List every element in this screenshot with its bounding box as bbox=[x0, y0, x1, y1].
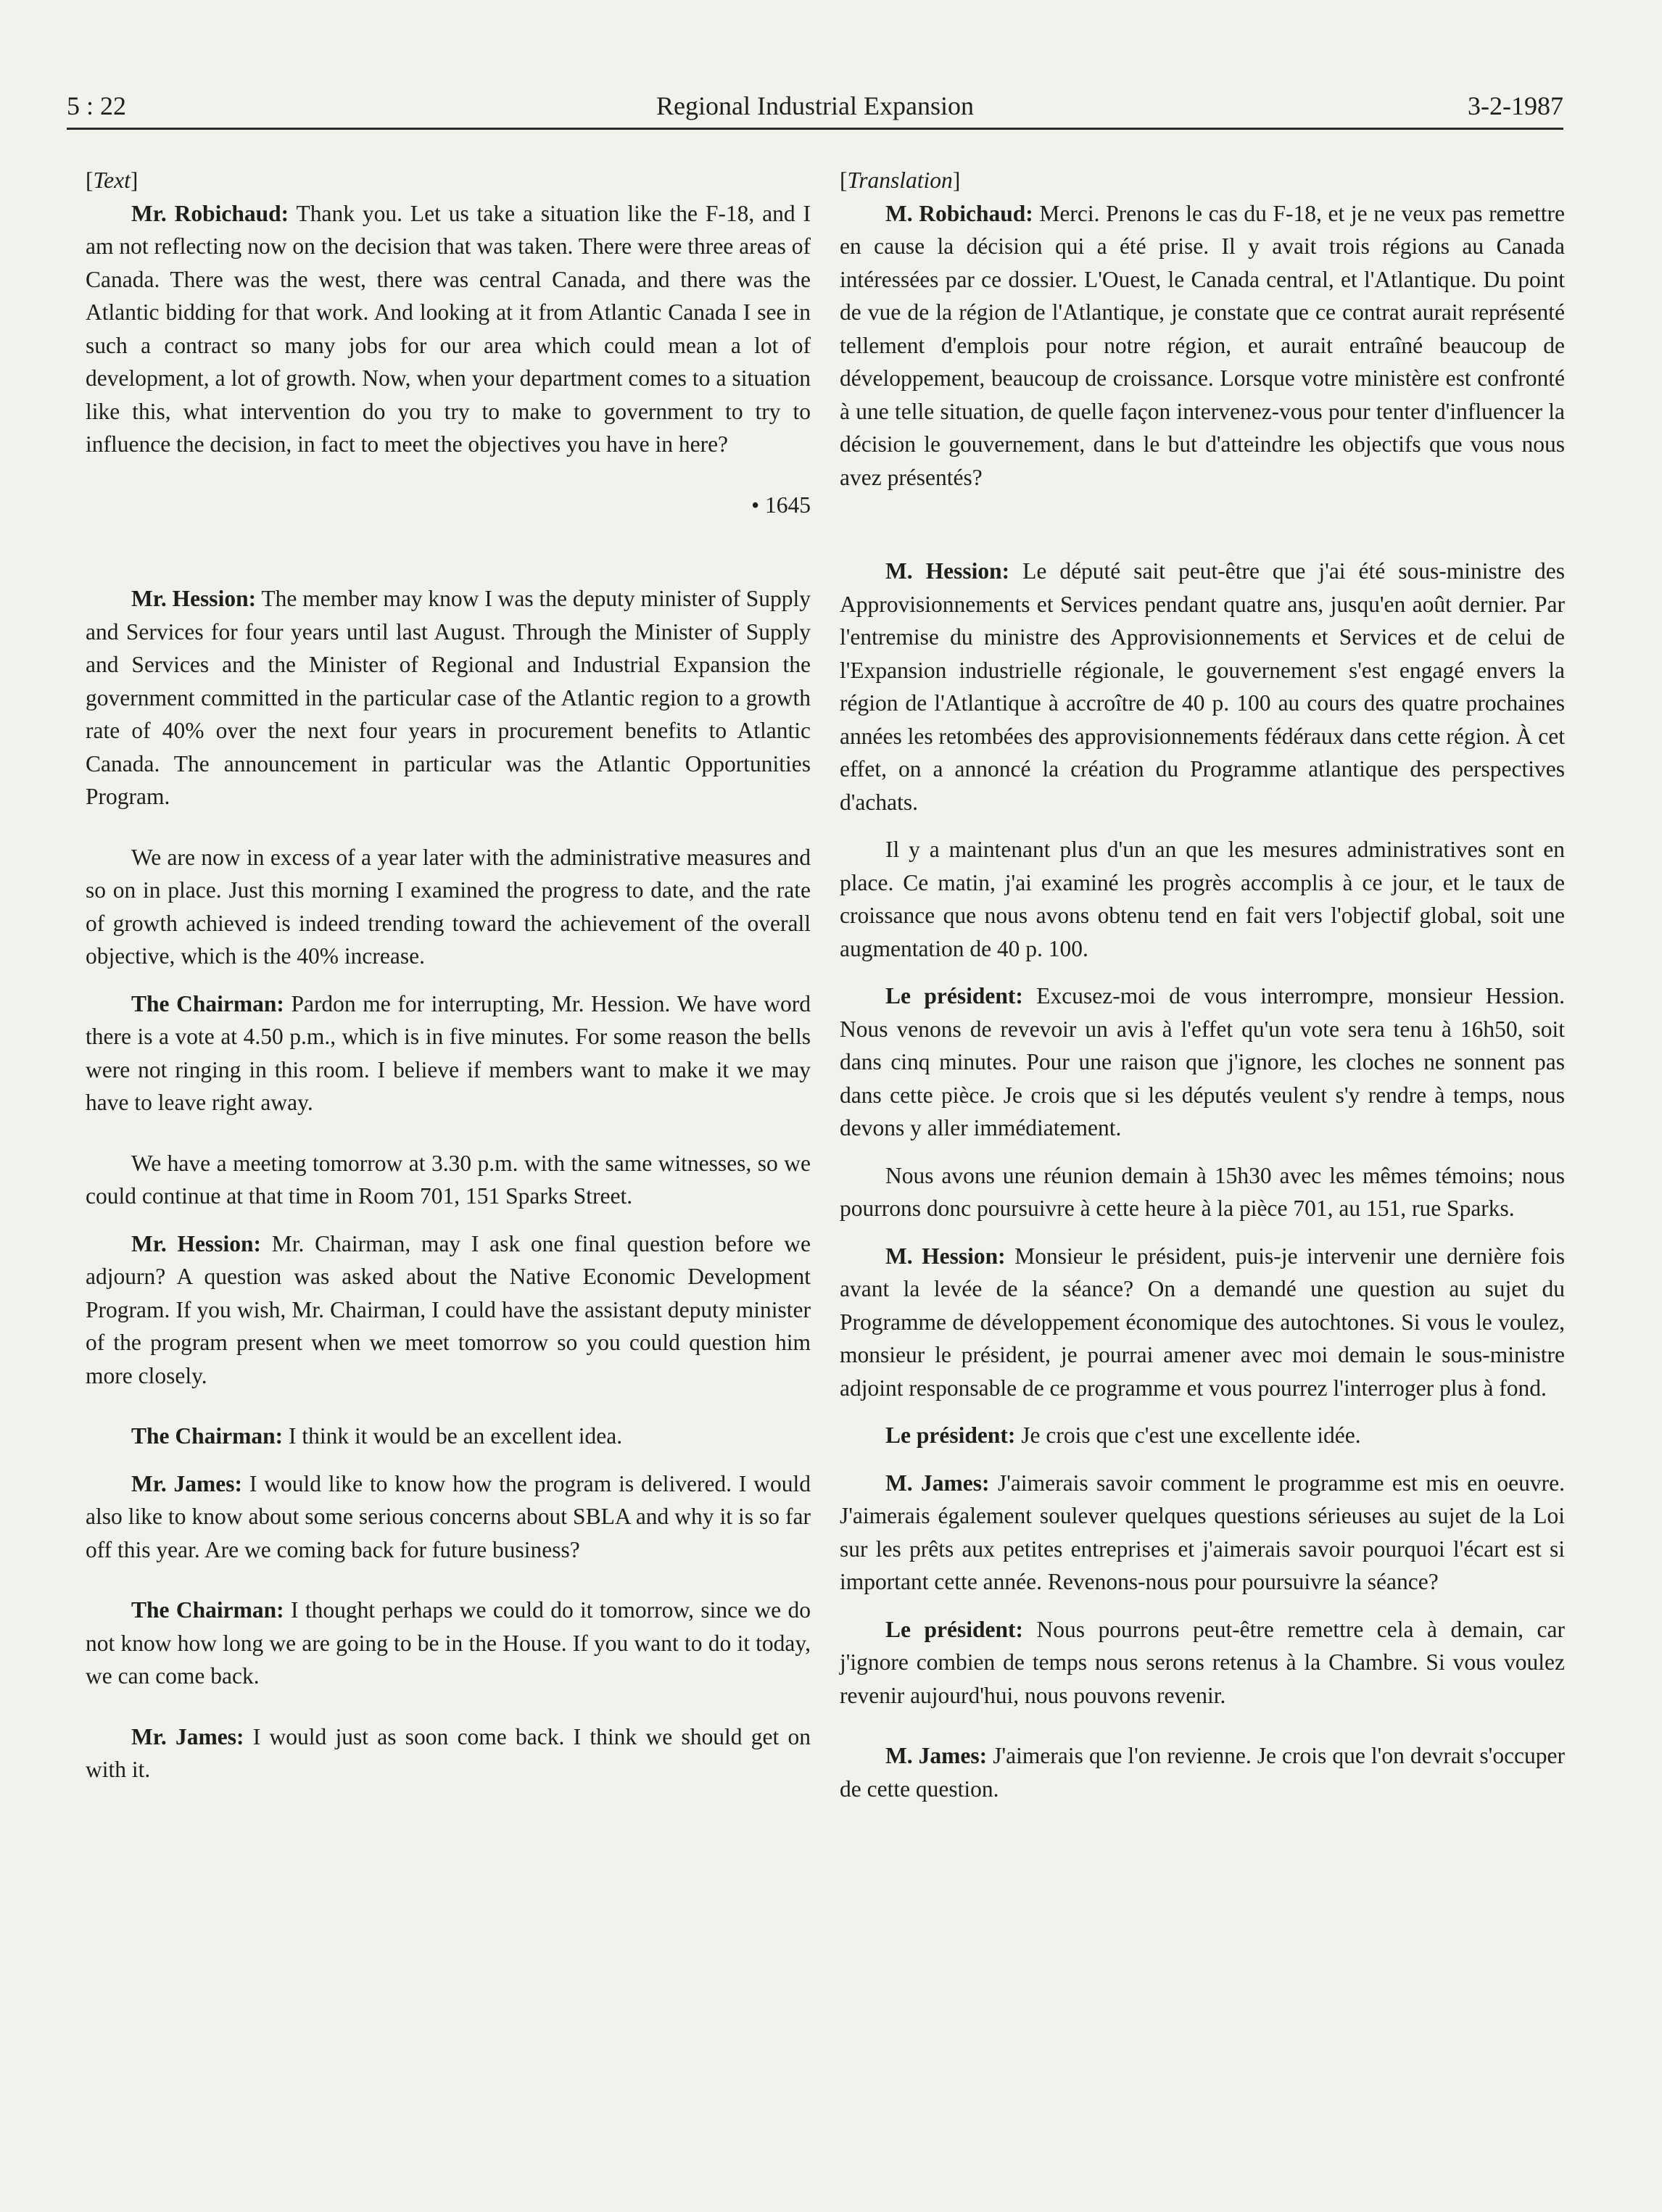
paragraph-text: J'aimerais savoir comment le programme est mis en oeuvre. J'aimerais également soulever quelques questions sérieuses au sujet de la Loi sur les prêts aux petites entreprises et j'aimerais savoir pourquoi l'écart est si important cette année. Revenons-nous pour poursuivre la séance? bbox=[840, 1470, 1565, 1594]
paragraph bbox=[86, 1420, 811, 1453]
paragraph-text: Thank you. Let us take a situation like the F-18, and I am not reflecting now on the decision that was taken. There were three areas of Canada. There was the west, there was central Canada, and there was the Atlantic bidding for that work. And looking at it from Atlantic Canada I see in such a contract so many jobs for our area which could mean a lot of development, a lot of growth. Now, when your department comes to a situation like this, what intervention do you try to make to government to try to influence the decision, in fact to meet the objectives you have in here? bbox=[86, 200, 811, 457]
speaker-label: Le président: bbox=[885, 1422, 1016, 1448]
speaker-label: The Chairman: bbox=[131, 1597, 284, 1623]
paragraph bbox=[86, 841, 811, 973]
page-date: 3-2-1987 bbox=[1468, 91, 1563, 120]
paragraph-text: Je crois que c'est une excellente idée. bbox=[1015, 1422, 1361, 1448]
speaker-label: M. Hession: bbox=[885, 558, 1010, 584]
paragraph bbox=[840, 1467, 1565, 1599]
paragraph bbox=[86, 1594, 811, 1693]
paragraph bbox=[86, 197, 811, 461]
speaker-label: Le président: bbox=[885, 1616, 1023, 1642]
paragraph-text: We have a meeting tomorrow at 3.30 p.m. with the same witnesses, so we could continue at that time in Room 701, 151 Sparks Street. bbox=[86, 1150, 811, 1209]
time-marker: • 1645 bbox=[751, 492, 811, 518]
paragraph-text: I would just as soon come back. I think we should get on with it. bbox=[86, 1723, 811, 1782]
french-column bbox=[840, 164, 1565, 1805]
paragraph-text: J'aimerais que l'on revienne. Je crois que l'on devrait s'occuper de cette question. bbox=[840, 1743, 1565, 1802]
paragraph bbox=[840, 197, 1565, 494]
paragraph-text: Mr. Chairman, may I ask one final question before we adjourn? A question was asked about the Native Economic Development Program. If you wish, Mr. Chairman, I could have the assistant deputy minister of the program present when we meet tomorrow so you could question him more closely. bbox=[86, 1230, 811, 1388]
speaker-label: Mr. Hession: bbox=[131, 586, 257, 611]
paragraph-text: Monsieur le président, puis-je intervenir une dernière fois avant la levée de la séance? On a demandé une question au sujet du Programme de développement économique des autochtones. Si vous le voulez, monsieur le président, je pourrai amener avec moi demain le sous-ministre adjoint responsable de ce programme et vous pourrez l'interroger plus à fond. bbox=[840, 1243, 1565, 1401]
paragraph-text: Merci. Prenons le cas du F-18, et je ne veux pas remettre en cause la décision qui a été prise. Il y avait trois régions au Canada intéressées par ce dossier. L'Ouest, le Canada central, et l'Atlantique. Du point de vue de la région de l'Atlantique, je constate que ce contrat aurait représenté tellement d'emplois pour notre région, et aurait entraîné beaucoup de développement, beaucoup de croissance. Lorsque votre ministère est confronté à une telle situation, de quelle façon intervenez-vous pour tenter d'influencer la décision le gouvernement, dans le but d'atteindre les objectifs que vous nous avez présentés? bbox=[840, 200, 1565, 490]
paragraph bbox=[840, 833, 1565, 965]
paragraph bbox=[840, 979, 1565, 1145]
speaker-label: Mr. Hession: bbox=[131, 1230, 261, 1256]
speaker-label: M. Robichaud: bbox=[885, 200, 1033, 226]
speaker-label: Mr. James: bbox=[131, 1470, 243, 1496]
paragraph-text: I think it would be an excellent idea. bbox=[283, 1423, 623, 1449]
paragraph-text: Pardon me for interrupting, Mr. Hession. We have word there is a vote at 4.50 p.m., which is in five minutes. For some reason the bells were not ringing in this room. I believe if members want to make it we may have to leave right away. bbox=[86, 990, 811, 1115]
speaker-label: The Chairman: bbox=[131, 990, 284, 1016]
paragraph bbox=[840, 555, 1565, 819]
paragraph-text: The member may know I was the deputy minister of Supply and Services for four years until last August. Through the Minister of Supply and Services and the Minister of Regional and Industrial Expansion the government committed in the particular case of the Atlantic region to a growth rate of 40% over the next four years in procurement benefits to Atlantic Canada. The announcement in particular was the Atlantic Opportunities Program. bbox=[86, 586, 811, 809]
speaker-label: Mr. James: bbox=[131, 1723, 244, 1749]
paragraph-text: Il y a maintenant plus d'un an que les mesures administratives sont en place. Ce matin, j'ai examiné les progrès accomplis à ce jour, et le taux de croissance que nous avons obtenu tend en fait vers l'objectif global, soit une augmentation de 40 p. 100. bbox=[840, 837, 1565, 961]
paragraph-text: Nous avons une réunion demain à 15h30 avec les mêmes témoins; nous pourrons donc poursuivre à cette heure à la pièce 701, au 151, rue Sparks. bbox=[840, 1162, 1565, 1221]
paragraph bbox=[840, 1159, 1565, 1225]
section-tag: [Translation] bbox=[840, 167, 961, 193]
speaker-label: Mr. Robichaud: bbox=[131, 200, 289, 226]
speaker-label: M. Hession: bbox=[885, 1243, 1006, 1269]
speaker-label: M. James: bbox=[885, 1470, 990, 1496]
paragraph bbox=[840, 1739, 1565, 1805]
paragraph bbox=[840, 1419, 1565, 1452]
speaker-label: The Chairman: bbox=[131, 1423, 284, 1449]
page-title: Regional Industrial Expansion bbox=[656, 91, 974, 120]
paragraph bbox=[86, 1467, 811, 1567]
paragraph bbox=[86, 1720, 811, 1786]
paragraph bbox=[86, 1227, 811, 1393]
paragraph-text: Nous pourrons peut-être remettre cela à demain, car j'ignore combien de temps nous serons retenus à la Chambre. Si vous voulez revenir aujourd'hui, nous pouvons revenir. bbox=[840, 1616, 1565, 1708]
speaker-label: M. James: bbox=[885, 1743, 988, 1768]
running-header bbox=[67, 87, 1563, 130]
paragraph-text: I thought perhaps we could do it tomorrow, since we do not know how long we are going to be in the House. If you want to do it today, we can come back. bbox=[86, 1597, 811, 1689]
paragraph bbox=[840, 1613, 1565, 1712]
paragraph-text: Le député sait peut-être que j'ai été sous-ministre des Approvisionnements et Services pendant quatre ans, jusqu'en août dernier. Par l'entremise du ministre des Approvisionnements et Services et de celui de l'Expansion industrielle régionale, le gouvernement s'est engagé envers la région de l'Atlantique à accroître de 40 p. 100 au cours des quatre prochaines années les retombées des approvisionnements fédéraux dans cette région. À cet effet, on a annoncé la création du Programme atlantique des perspectives d'achats. bbox=[840, 558, 1565, 815]
paragraph-text: We are now in excess of a year later with the administrative measures and so on in place. Just this morning I examined the progress to date, and the rate of growth achieved is indeed trending toward the achievement of the overall objective, which is the 40% increase. bbox=[86, 844, 811, 969]
paragraph-text: Excusez-moi de vous interrompre, monsieur Hession. Nous venons de revevoir un avis à l'effet qu'un vote sera tenu à 16h50, soit dans cinq minutes. Pour une raison que j'ignore, les cloches ne sonnent pas dans cette pièce. Je crois que si les députés veulent s'y rendre à temps, nous devons y aller immédiatement. bbox=[840, 983, 1565, 1140]
paragraph bbox=[86, 987, 811, 1119]
page-number: 5 : 22 bbox=[67, 91, 127, 120]
english-column bbox=[86, 164, 811, 1786]
speaker-label: Le président: bbox=[885, 983, 1023, 1008]
section-tag: [Text] bbox=[86, 167, 138, 193]
paragraph bbox=[86, 1147, 811, 1213]
paragraph bbox=[840, 1240, 1565, 1405]
paragraph-text: I would like to know how the program is delivered. I would also like to know about some serious concerns about SBLA and why it is so far off this year. Are we coming back for future business? bbox=[86, 1470, 811, 1562]
paragraph bbox=[86, 582, 811, 813]
